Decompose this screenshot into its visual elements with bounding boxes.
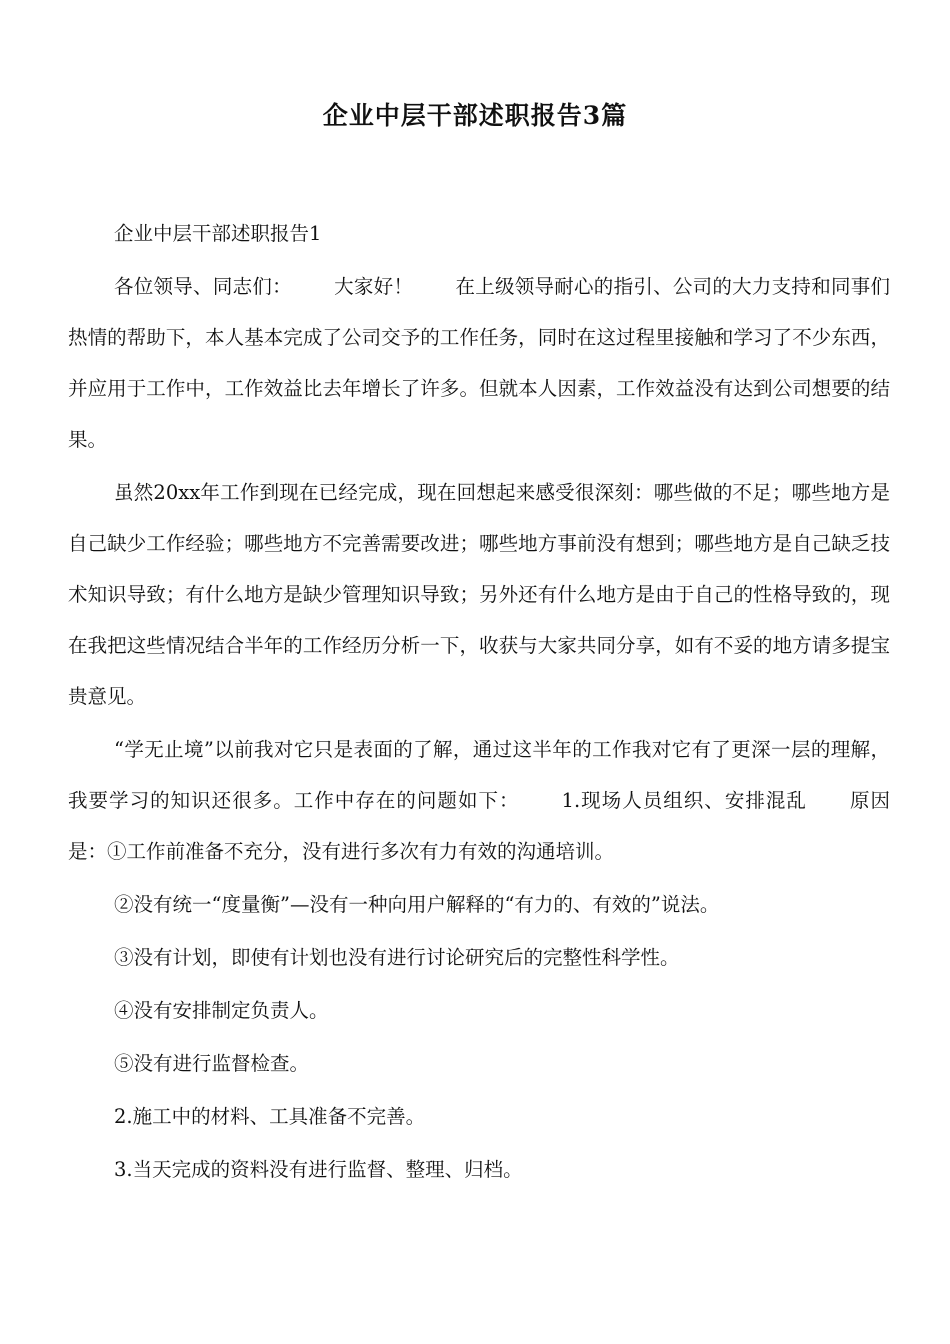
problems-intro-text: “学无止境”以前我对它只是表面的了解，通过这半年的工作我对它有了更深一层的理解，我要学习的知识还很多。工作中存在的问题如下： (68, 738, 890, 812)
document-title: 企业中层干部述职报告3篇 (322, 101, 628, 130)
salutation-text: 各位领导、同志们： (114, 275, 292, 298)
problem-item-1: 1.现场人员组织、安排混乱 (561, 789, 807, 812)
greeting-paragraph (68, 261, 890, 465)
section-heading: 企业中层干部述职报告1 (114, 222, 322, 245)
greeting-body-text: 在上级领导耐心的指引、公司的大力支持和同事们热情的帮助下，本人基本完成了公司交予的工作任务，同时在这过程里接触和学习了不少东西，并应用于工作中，工作效益比去年增长了许多。但就本人因素，工作效益没有达到公司想要的结果。 (68, 275, 890, 451)
list-item: 2.施工中的材料、工具准备不完善。 (114, 1105, 426, 1128)
list-item: ③没有计划，即使有计划也没有进行讨论研究后的完整性科学性。 (114, 946, 680, 969)
list-item: ②没有统一“度量衡”—没有一种向用户解释的“有力的、有效的”说法。 (114, 893, 720, 916)
paragraph-reflection: 虽然20xx年工作到现在已经完成，现在回想起来感受很深刻：哪些做的不足；哪些地方是自己缺少工作经验；哪些地方不完善需要改进；哪些地方事前没有想到；哪些地方是自己缺乏技术知识导致；有什么地方是缺少管理知识导致；另外还有什么地方是由于自己的性格导致的，现在我把这些情况结合半年的工作经历分析一下，收获与大家共同分享，如有不妥的地方请多提宝贵意见。 (68, 481, 890, 708)
list-item: ④没有安排制定负责人。 (114, 999, 329, 1022)
list-item: ⑤没有进行监督检查。 (114, 1052, 310, 1075)
list-item: 3.当天完成的资料没有进行监督、整理、归档。 (114, 1158, 523, 1181)
hello-text: 大家好！ (333, 275, 414, 298)
document-body (68, 208, 890, 1195)
problem-cause-text: 原因是：①工作前准备不充分，没有进行多次有力有效的沟通培训。 (68, 789, 890, 863)
paragraph-problems (68, 724, 890, 877)
